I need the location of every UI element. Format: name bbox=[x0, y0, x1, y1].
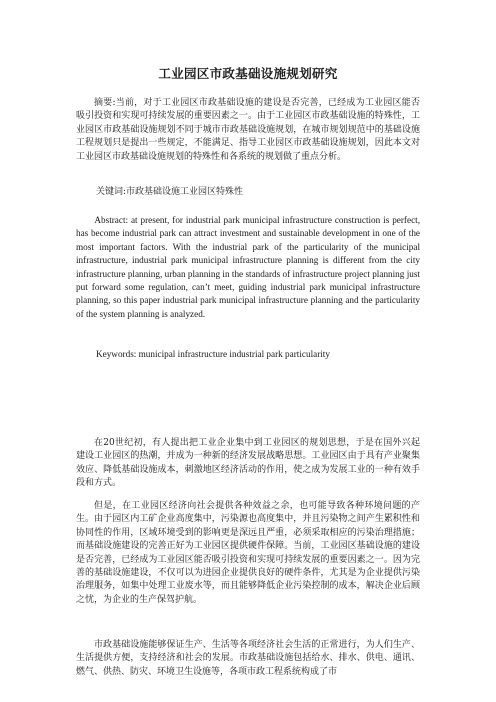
body-paragraph-2: 但是，在工业园区经济向社会提供各种效益之余，也可能导致各种环境问题的产生。由于园区内工矿企业高度集中，污染源也高度集中，并且污染物之间产生累积性和协同性的作用，区域环境受到的影响更是深远且严重，必须采取相应的污染治理措施；而基础设施建设的完善正好为工业园区提供硬件保障。当前，工业园区基础设施的建设是否完善，已经成为工业园区能否吸引投资和实现可持续发展的重要因素之一。因为完善的基础设施建设，不仅可以为进园企业提供良好的硬件条件，尤其是为企业提供污染治理服务，如集中处理工业废水等，而且能够降低企业污染控制的成本，解决企业后顾之忧，为企业的生产保驾护航。 bbox=[76, 501, 420, 605]
abstract-cn: 摘要:当前，对于工业园区市政基础设施的建设是否完善，已经成为工业园区能否吸引投资和实现可持续发展的重要因素之一。由于工业园区市政基础设施的特殊性，工业园区市政基础设施规划不同于城市市政基础设施规划，在城市规划规范中的基础设施工程规划只是提出一些规定，不能满足、指导工业园区市政基础设施规划，因此本文对工业园区市政基础设施规划的特殊性和各系统的规划做了重点分析。 bbox=[76, 98, 420, 162]
keywords-en: Keywords: municipal infrastructure industrial park particularity bbox=[96, 349, 330, 359]
document-title: 工业园区市政基础设施规划研究 bbox=[158, 66, 338, 81]
body-paragraph-1: 在20世纪初，有人提出把工业企业集中到工业园区的规划思想，于是在国外兴起建设工业园区的热潮，并成为一种新的经济发展战略思想。工业园区由于具有产业聚集效应、降低基础设施成本，刺激地区经济活动的作用，使之成为发展工业的一种有效手段和方式。 bbox=[76, 438, 420, 489]
abstract-en: Abstract: at present, for industrial park municipal infrastructure construction is perfect, has become industrial park can attract investment and sustainable development in one of the most important factors. With the industrial park of the particularity of the municipal infrastructure, industrial park municipal infrastructure planning is different from the city infrastructure planning, urban planning in the standards of infrastructure project planning just put forward some regulation, can’t meet, guiding industrial park municipal infrastructure planning, so this paper industrial park municipal infrastructure planning and the particularity of the system planning is analyzed. bbox=[76, 215, 420, 319]
body-paragraph-3: 市政基础设施能够保证生产、生活等各项经济社会生活的正常进行，为人们生产、生活提供方便，支持经济和社会的发展。市政基础设施包括给水、排水、供电、通讯、燃气、供热、防灾、环境卫生设施等，各项市政工程系统构成了市 bbox=[76, 640, 420, 677]
keywords-cn: 关键词:市政基础设施工业园区特殊性 bbox=[96, 187, 244, 197]
